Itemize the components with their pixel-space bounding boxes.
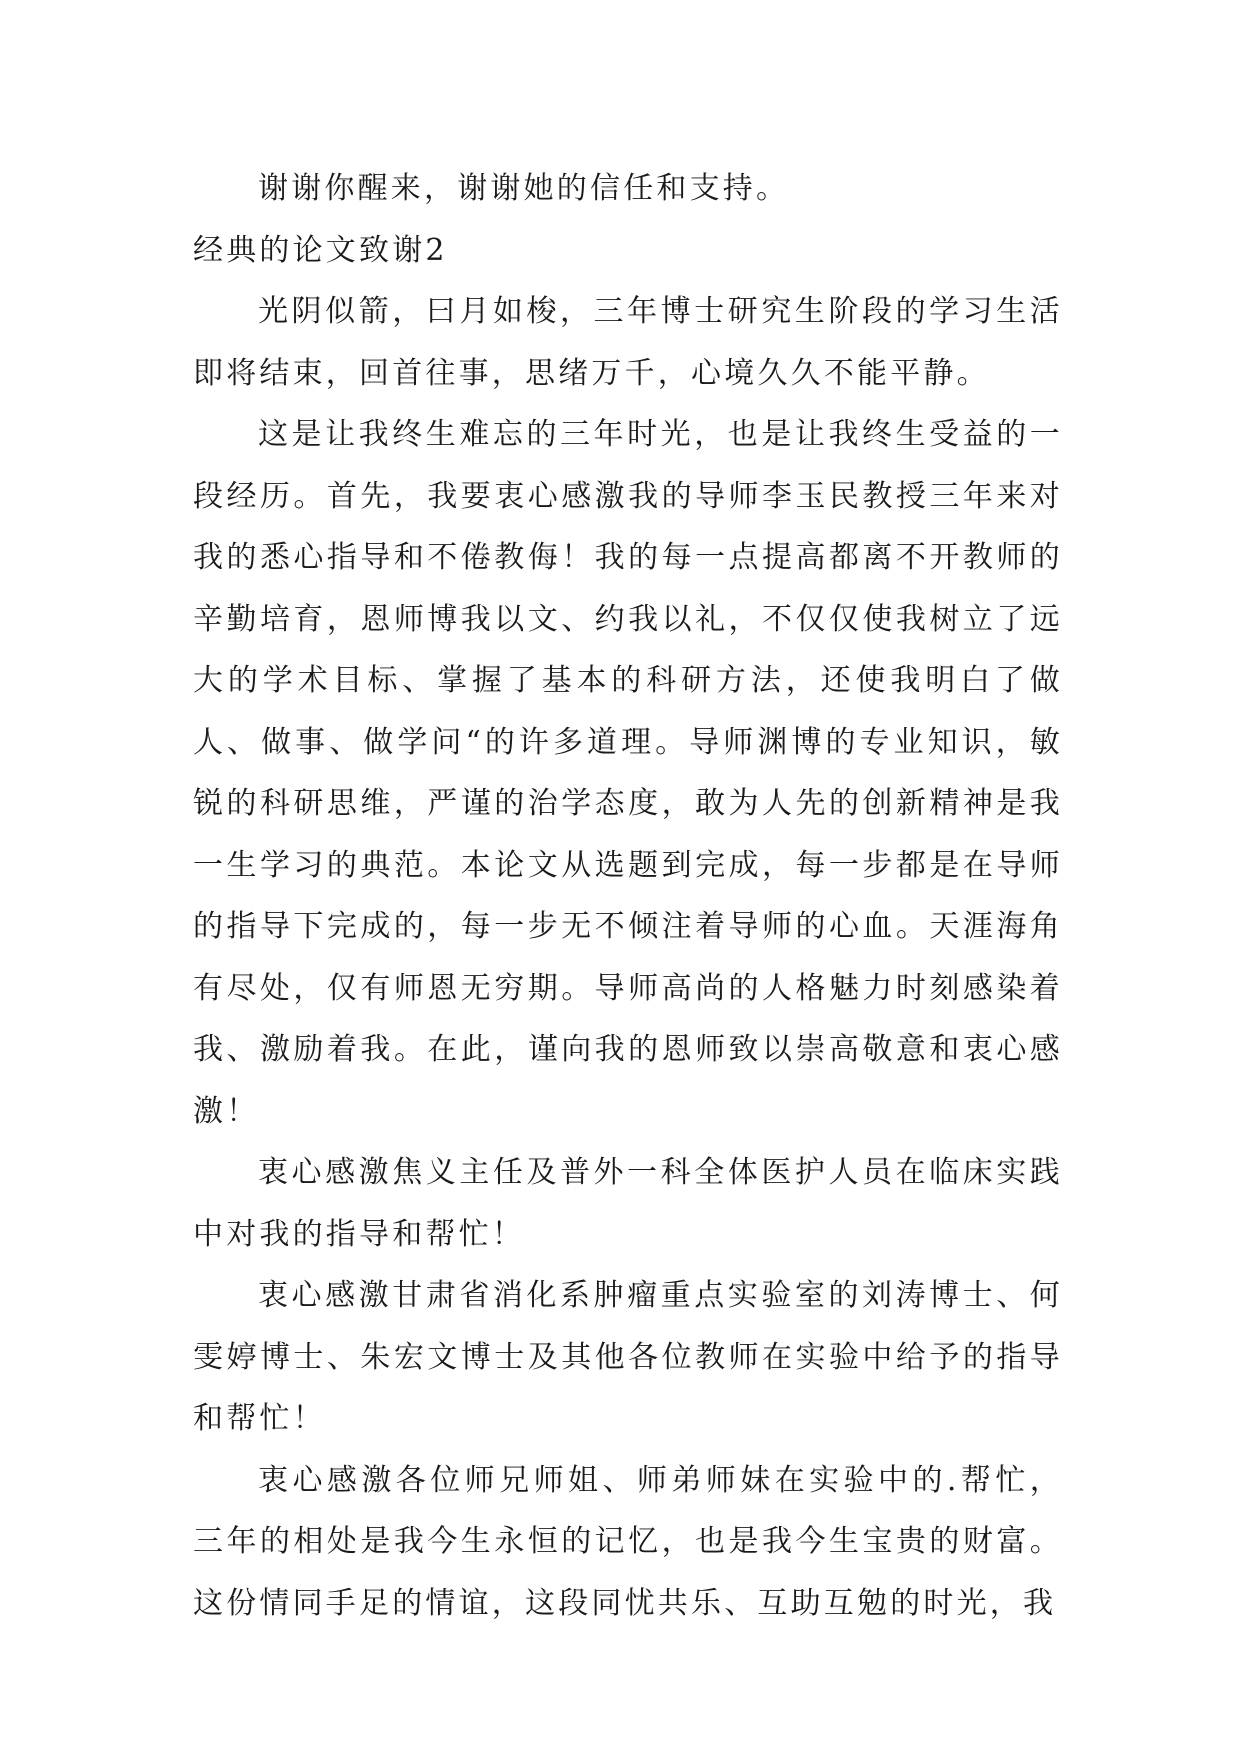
paragraph-thanks: 谢谢你醒来，谢谢她的信任和支持。 [258, 171, 790, 206]
paragraph-intro: 光阴似箭，曰月如梭，三年博士研究生阶段的学习生活即将结束，回首往事，思绪万千，心境久久不能平静。 [193, 294, 1063, 391]
section-heading: 经典的论文致谢2 [193, 232, 448, 268]
paragraph-clinical: 衷心感激焦义主任及普外一科全体医护人员在临床实践中对我的指导和帮忙！ [193, 1155, 1063, 1252]
paragraph-lab: 衷心感激甘肃省消化系肿瘤重点实验室的刘涛博士、何雯婷博士、朱宏文博士及其他各位教师在实验中给予的指导和帮忙！ [193, 1278, 1063, 1436]
paragraph-advisor: 这是让我终生难忘的三年时光，也是让我终生受益的一段经历。首先，我要衷心感激我的导师李玉民教授三年来对我的悉心指导和不倦教侮！我的每一点提高都离不开教师的辛勤培育，恩师博我以文、约我以礼，不仅仅使我树立了远大的学术目标、掌握了基本的科研方法，还使我明白了做人、做事、做学问“的许多道理。导师渊博的专业知识，敏锐的科研思维，严谨的治学态度，敢为人先的创新精神是我一生学习的典范。本论文从选题到完成，每一步都是在导师的指导下完成的，每一步无不倾注着导师的心血。天涯海角有尽处，仅有师恩无穷期。导师高尚的人格魅力时刻感染着我、激励着我。在此，谨向我的恩师致以崇高敬意和衷心感激！ [193, 417, 1063, 1129]
document-body [193, 158, 1063, 1634]
paragraph-peers: 衷心感激各位师兄师姐、师弟师妹在实验中的.帮忙，三年的相处是我今生永恒的记忆，也是我今生宝贵的财富。这份情同手足的情谊，这段同忧共乐、互助互勉的时光，我 [193, 1462, 1063, 1621]
